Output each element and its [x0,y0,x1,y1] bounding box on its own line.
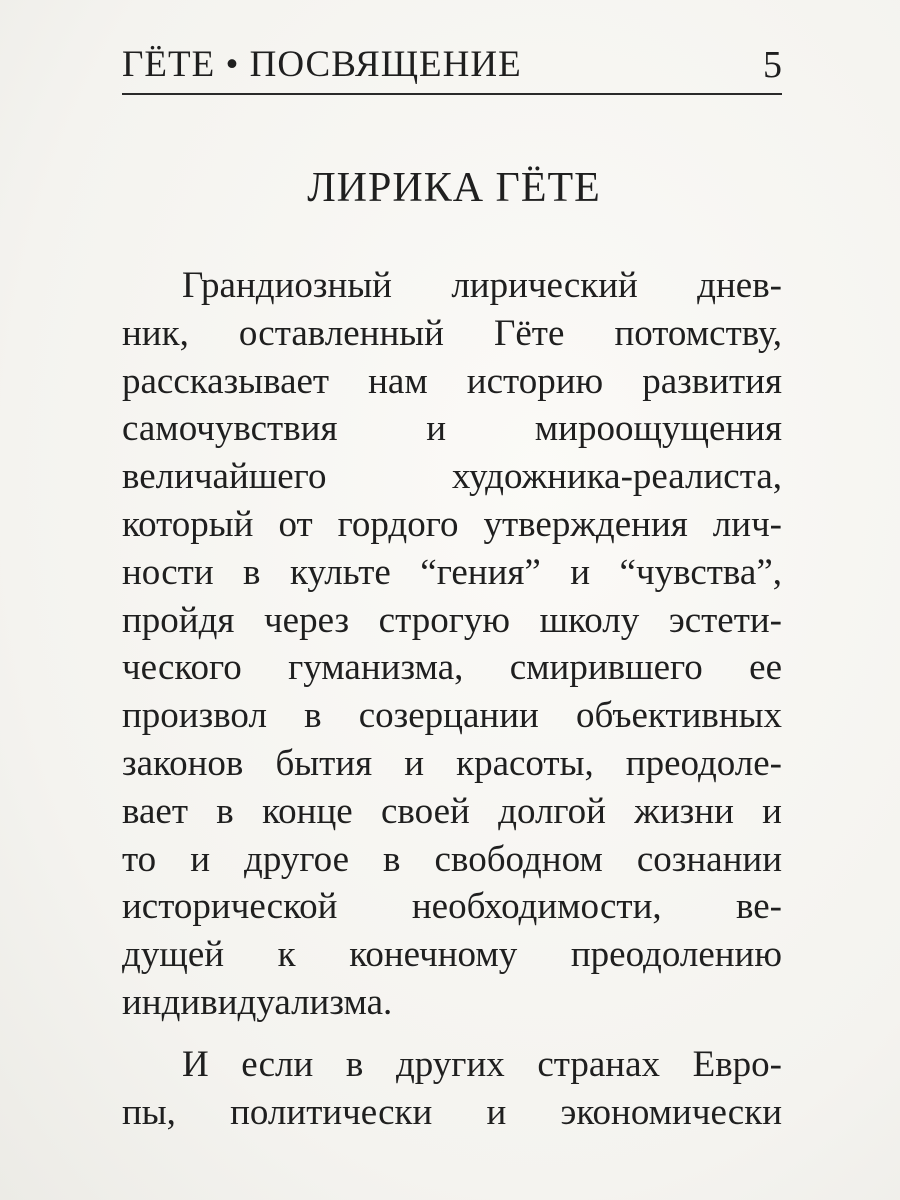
running-header [0,40,782,90]
text-line: произвол в созерцании объективных [122,695,782,737]
text-line: ческого гуманизма, смирившего ее [122,647,782,689]
text-line: И если в других странах Евро- [182,1043,782,1085]
text-line: пройдя через строгую школу эстети- [122,599,782,641]
text-line: рассказывает нам историю развития [122,360,782,402]
text-line: который от гордого утверждения лич- [122,503,782,545]
chapter-title: ЛИРИКА ГЁТЕ [307,165,601,211]
text-line: вает в конце своей долгой жизни и [122,790,782,832]
text-line: самочувствия и мироощущения [122,408,782,450]
page-number: 5 [763,44,782,86]
running-title: ГЁТЕ • ПОСВЯЩЕНИЕ [122,44,522,85]
text-line: ности в культе “гения” и “чувства”, [122,551,782,593]
text-line: то и другое в свободном сознании [122,838,782,880]
text-line: пы, политически и экономически [122,1091,782,1133]
text-line: законов бытия и красоты, преодоле- [122,742,782,784]
text-line: величайшего художника-реалиста, [122,456,782,498]
paragraph-gap [122,1027,782,1041]
text-line: индивидуализма. [122,981,393,1023]
body-text [122,262,782,1136]
header-rule [122,93,782,95]
text-line: дущей к конечному преодолению [122,934,782,976]
text-line: Грандиозный лирический днев- [182,265,782,306]
text-line: исторической необходимости, ве- [122,886,782,928]
text-line: ник, оставленный Гёте потомству, [122,312,782,354]
